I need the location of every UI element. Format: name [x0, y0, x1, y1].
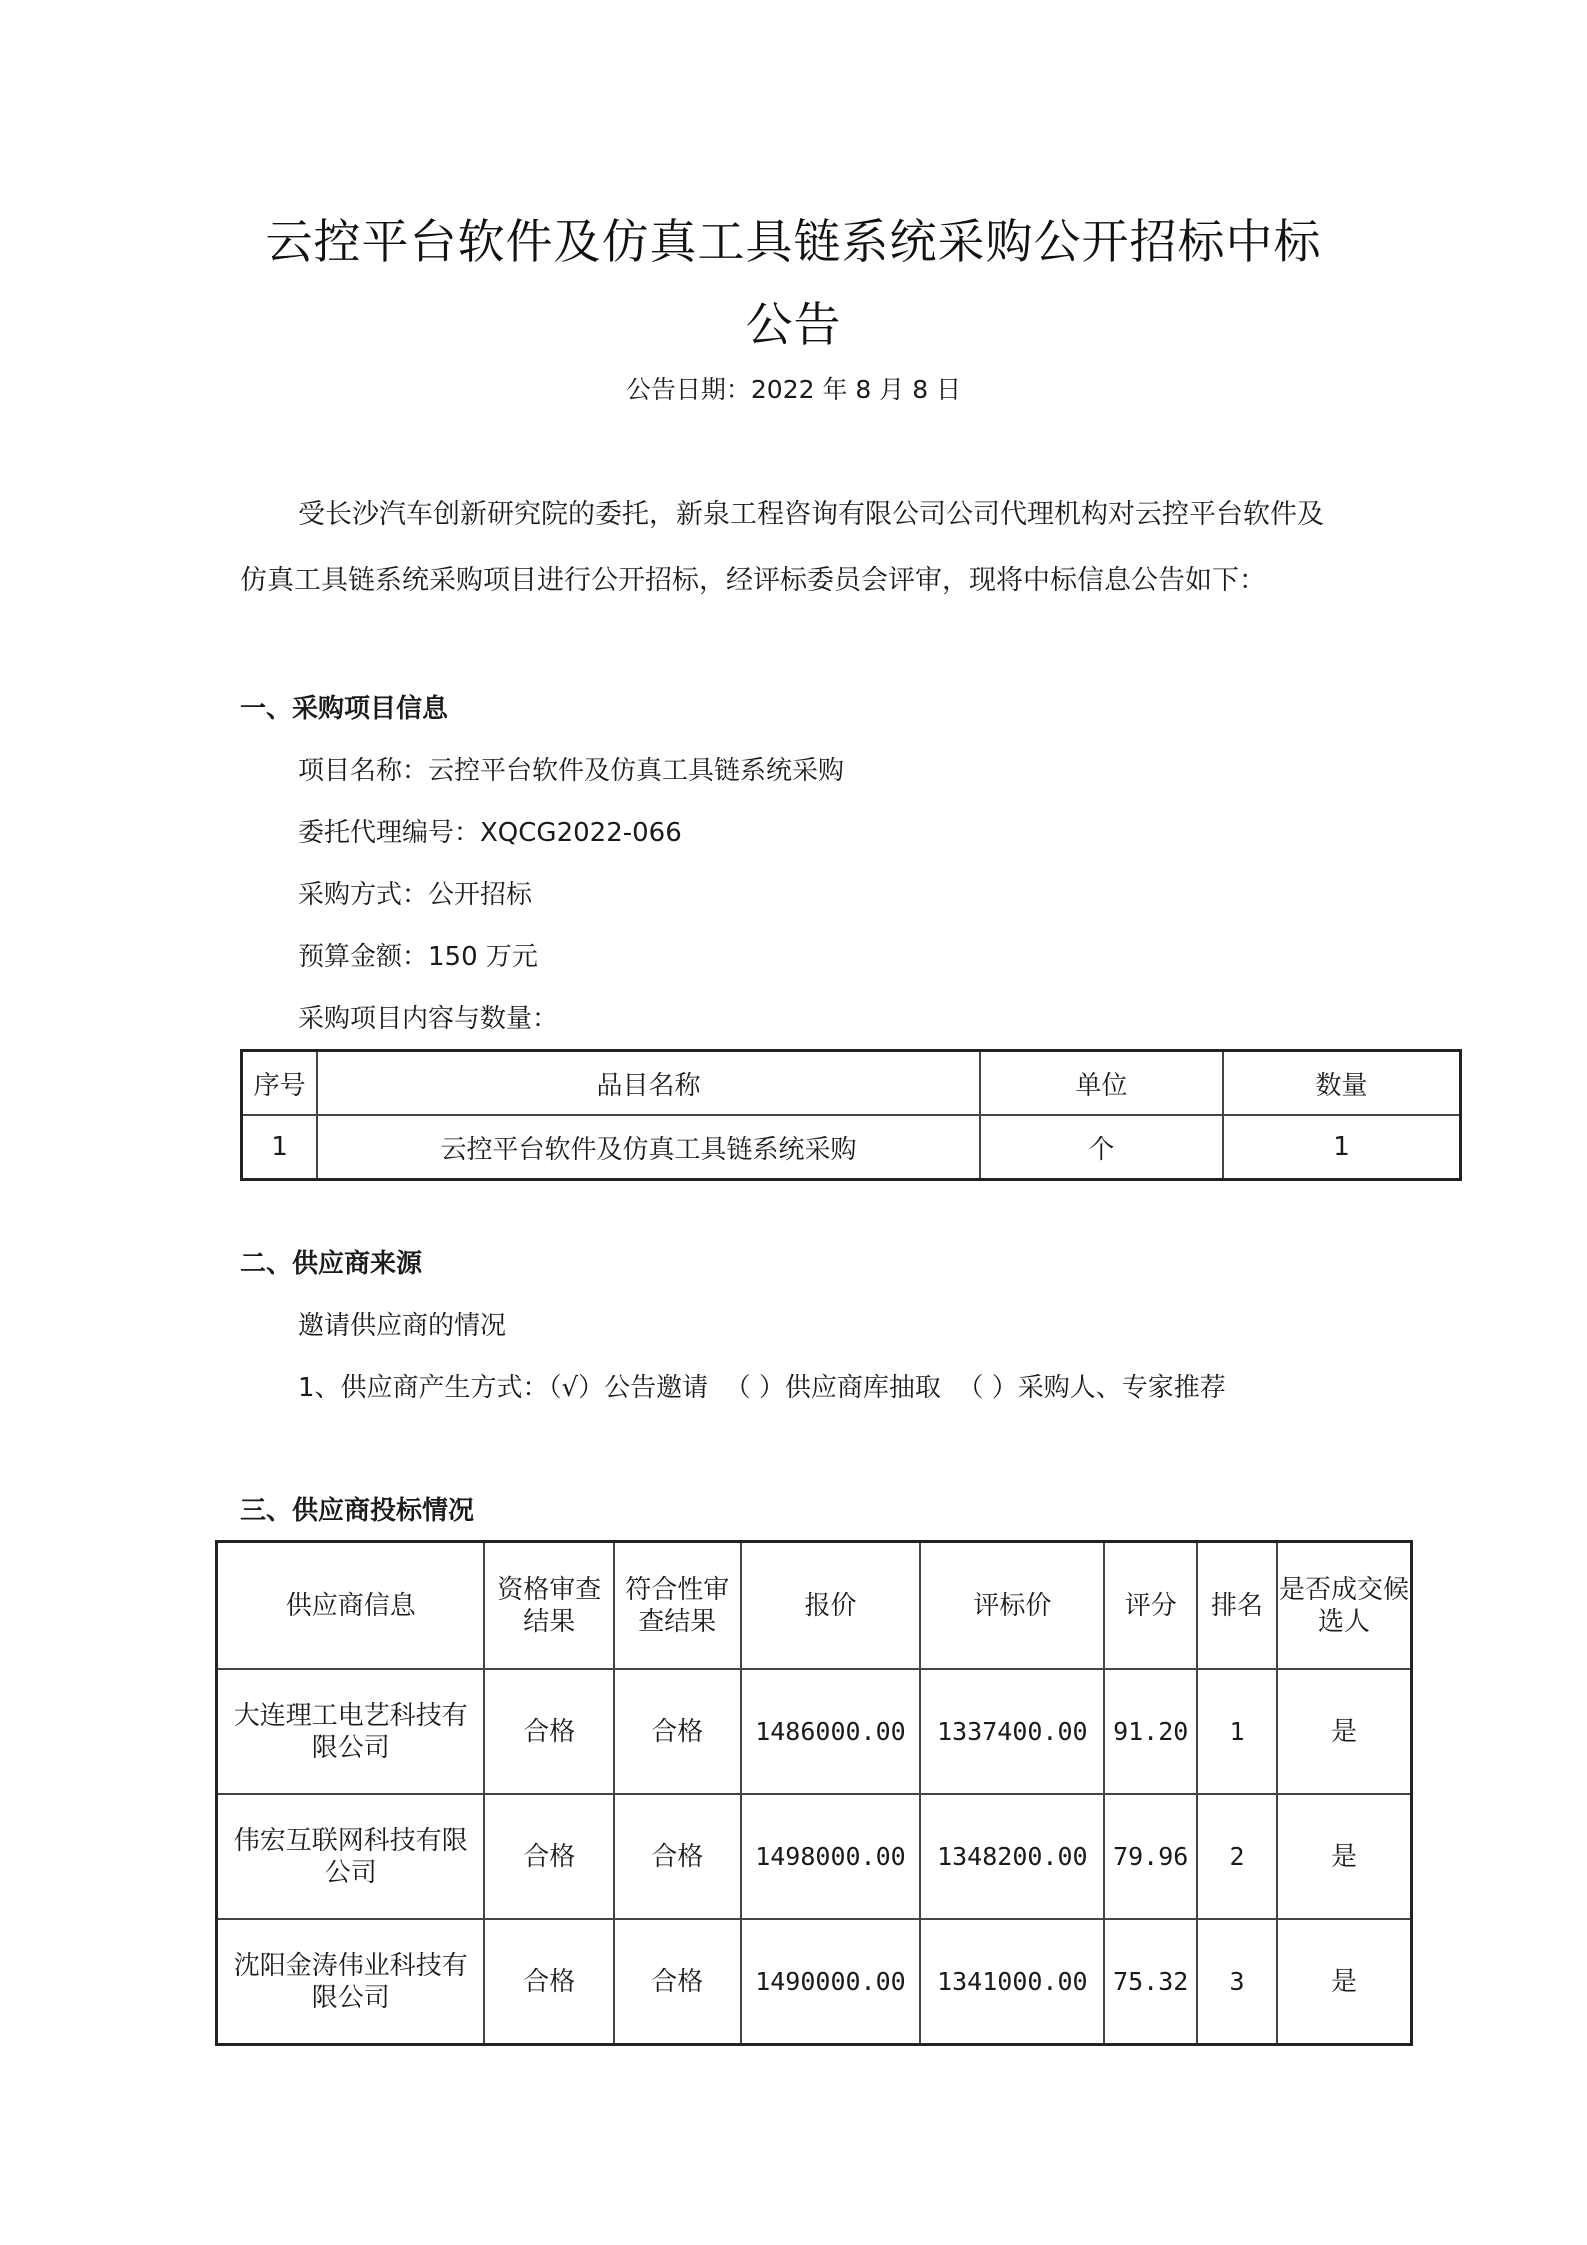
table-cell: 1498000.00	[741, 1794, 921, 1919]
table-cell: 合格	[484, 1919, 614, 2045]
supplier-method-line: 1、供应商产生方式：（√）公告邀请 （ ）供应商库抽取 （ ）采购人、专家推荐	[298, 1373, 1226, 1403]
table-cell: 合格	[614, 1794, 741, 1919]
header-cell: 资格审查结果	[484, 1542, 614, 1670]
header-cell: 评标价	[920, 1542, 1104, 1670]
table-cell: 是	[1277, 1669, 1412, 1794]
table-cell: 1490000.00	[741, 1919, 921, 2045]
table-cell: 是	[1277, 1919, 1412, 2045]
header-cell: 单位	[980, 1051, 1223, 1116]
table-row	[217, 1794, 1412, 1919]
table-cell: 是	[1277, 1794, 1412, 1919]
section2-heading: 二、供应商来源	[240, 1249, 423, 1279]
header-cell: 评分	[1104, 1542, 1197, 1670]
agency-code: 委托代理编号：XQCG2022-066	[298, 818, 682, 848]
table-row	[217, 1919, 1412, 2045]
table-cell: 75.32	[1104, 1919, 1197, 2045]
header-cell: 报价	[741, 1542, 921, 1670]
table-cell: 1486000.00	[741, 1669, 921, 1794]
header-cell: 品目名称	[317, 1051, 979, 1116]
bids-table	[215, 1540, 1413, 2046]
table-cell: 1	[1197, 1669, 1277, 1794]
table-cell: 合格	[614, 1919, 741, 2045]
table-header-row	[217, 1542, 1412, 1670]
project-name: 项目名称：云控平台软件及仿真工具链系统采购	[298, 756, 845, 786]
header-cell: 符合性审查结果	[614, 1542, 741, 1670]
table-cell: 79.96	[1104, 1794, 1197, 1919]
table-header-row	[242, 1051, 1461, 1116]
supplier-name-cell: 沈阳金涛伟业科技有限公司	[217, 1919, 485, 2045]
table-cell: 合格	[484, 1794, 614, 1919]
supplier-name-cell: 大连理工电艺科技有限公司	[217, 1669, 485, 1794]
section1-heading: 一、采购项目信息	[240, 694, 449, 724]
table-cell: 2	[1197, 1794, 1277, 1919]
table-cell: 个	[980, 1115, 1223, 1180]
supplier-invitation-label: 邀请供应商的情况	[298, 1311, 507, 1341]
table-cell: 合格	[484, 1669, 614, 1794]
header-cell: 数量	[1223, 1051, 1460, 1116]
table-cell: 1	[242, 1115, 318, 1180]
header-cell: 供应商信息	[217, 1542, 485, 1670]
table-cell: 91.20	[1104, 1669, 1197, 1794]
items-table	[240, 1049, 1462, 1181]
table-row	[217, 1669, 1412, 1794]
table-cell: 1337400.00	[920, 1669, 1104, 1794]
table-cell: 云控平台软件及仿真工具链系统采购	[317, 1115, 979, 1180]
intro-line2: 仿真工具链系统采购项目进行公开招标，经评标委员会评审，现将中标信息公告如下：	[240, 565, 1266, 596]
table-cell: 合格	[614, 1669, 741, 1794]
budget-amount: 预算金额：150 万元	[298, 942, 538, 972]
section3-heading: 三、供应商投标情况	[240, 1496, 475, 1526]
contents-label: 采购项目内容与数量：	[298, 1004, 559, 1034]
table-cell: 1341000.00	[920, 1919, 1104, 2045]
intro-paragraph	[240, 482, 1360, 614]
table-cell: 3	[1197, 1919, 1277, 2045]
table-cell: 1348200.00	[920, 1794, 1104, 1919]
header-cell: 排名	[1197, 1542, 1277, 1670]
table-row	[242, 1115, 1461, 1180]
supplier-name-cell: 伟宏互联网科技有限公司	[217, 1794, 485, 1919]
intro-line1: 受长沙汽车创新研究院的委托，新泉工程咨询有限公司公司代理机构对云控平台软件及	[298, 499, 1324, 530]
page-title-line1: 云控平台软件及仿真工具链系统采购公开招标中标	[265, 215, 1322, 270]
table-cell: 1	[1223, 1115, 1460, 1180]
announcement-date: 公告日期：2022 年 8 月 8 日	[625, 375, 962, 404]
page-title-line2: 公告	[745, 298, 842, 353]
procurement-method: 采购方式：公开招标	[298, 880, 533, 910]
header-cell: 序号	[242, 1051, 318, 1116]
header-cell: 是否成交候选人	[1277, 1542, 1412, 1670]
